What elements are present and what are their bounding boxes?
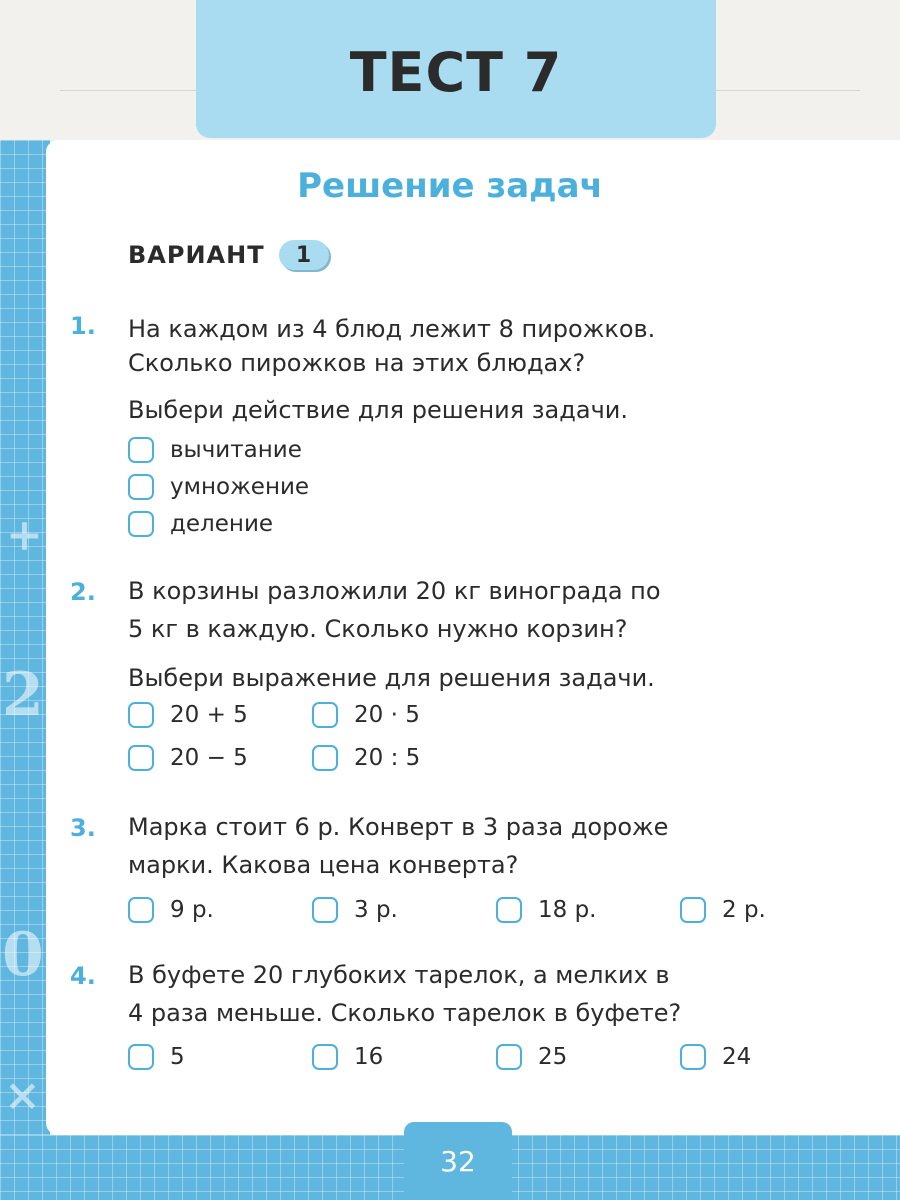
- variant-block: [128, 240, 329, 270]
- answer-option[interactable]: [128, 474, 309, 500]
- checkbox[interactable]: [680, 897, 706, 923]
- plus-sign-decoration: +: [6, 510, 43, 561]
- variant-number-badge: 1: [279, 240, 329, 270]
- section-subtitle: Решение задач: [297, 166, 603, 206]
- checkbox[interactable]: [312, 897, 338, 923]
- checkbox[interactable]: [312, 1044, 338, 1070]
- answer-option[interactable]: [496, 1044, 567, 1070]
- question-instruction: Выбери действие для решения задачи.: [128, 396, 628, 424]
- checkbox[interactable]: [128, 474, 154, 500]
- header-tab: [196, 0, 716, 138]
- answer-option[interactable]: [128, 897, 214, 923]
- answer-option[interactable]: [128, 745, 248, 771]
- answer-option[interactable]: [128, 1044, 185, 1070]
- answer-option[interactable]: [312, 745, 420, 771]
- question-text-line: В буфете 20 глубоких тарелок, а мелких в: [128, 961, 670, 989]
- question-text-line: марки. Какова цена конверта?: [128, 851, 519, 879]
- option-label: 3 р.: [354, 897, 398, 923]
- option-label: 20 · 5: [354, 702, 420, 728]
- answer-option[interactable]: [496, 897, 597, 923]
- checkbox[interactable]: [128, 511, 154, 537]
- question-text-line: В корзины разложили 20 кг винограда по: [128, 577, 661, 605]
- option-label: 9 р.: [170, 897, 214, 923]
- question-text-line: 5 кг в каждую. Сколько нужно корзин?: [128, 615, 628, 643]
- question-instruction: Выбери выражение для решения задачи.: [128, 664, 655, 692]
- question-text-line: Марка стоит 6 р. Конверт в 3 раза дороже: [128, 813, 669, 841]
- answer-option[interactable]: [128, 511, 273, 537]
- option-label: 25: [538, 1044, 568, 1070]
- page-number-tab: [404, 1122, 512, 1200]
- option-label: деление: [170, 511, 274, 537]
- option-label: 20 : 5: [354, 745, 421, 771]
- checkbox[interactable]: [680, 1044, 706, 1070]
- answer-option[interactable]: [128, 437, 302, 463]
- answer-option[interactable]: [680, 1044, 751, 1070]
- question-number: 2.: [70, 578, 96, 606]
- answer-option[interactable]: [312, 897, 398, 923]
- answer-option[interactable]: [680, 897, 766, 923]
- question-text-line: На каждом из 4 блюд лежит 8 пирожков.: [128, 315, 656, 343]
- page-number: 32: [440, 1144, 476, 1178]
- checkbox[interactable]: [128, 1044, 154, 1070]
- answer-option[interactable]: [128, 702, 248, 728]
- answer-option[interactable]: [312, 702, 420, 728]
- option-label: умножение: [170, 474, 310, 500]
- question-number: 3.: [70, 814, 96, 842]
- digit-decoration: 0: [2, 920, 44, 990]
- option-label: 24: [722, 1044, 752, 1070]
- question-text-line: 4 раза меньше. Сколько тарелок в буфете?: [128, 999, 682, 1027]
- checkbox[interactable]: [496, 1044, 522, 1070]
- checkbox[interactable]: [312, 702, 338, 728]
- digit-decoration: 2: [2, 660, 44, 730]
- checkbox[interactable]: [128, 702, 154, 728]
- answer-option[interactable]: [312, 1044, 383, 1070]
- question-number: 4.: [70, 962, 96, 990]
- option-label: 20 + 5: [170, 702, 248, 728]
- option-label: вычитание: [170, 437, 302, 463]
- option-label: 20 − 5: [170, 745, 248, 771]
- option-label: 5: [170, 1044, 185, 1070]
- option-label: 18 р.: [538, 897, 597, 923]
- checkbox[interactable]: [128, 745, 154, 771]
- left-decorative-band: [0, 140, 50, 1200]
- question-number: 1.: [70, 312, 96, 340]
- test-title: ТЕСТ 7: [349, 41, 563, 104]
- times-sign-decoration: ×: [4, 1070, 41, 1121]
- question-text-line: Сколько пирожков на этих блюдах?: [128, 349, 586, 377]
- checkbox[interactable]: [496, 897, 522, 923]
- checkbox[interactable]: [128, 437, 154, 463]
- checkbox[interactable]: [312, 745, 338, 771]
- option-label: 2 р.: [722, 897, 766, 923]
- checkbox[interactable]: [128, 897, 154, 923]
- variant-label: ВАРИАНТ: [128, 241, 265, 269]
- option-label: 16: [354, 1044, 384, 1070]
